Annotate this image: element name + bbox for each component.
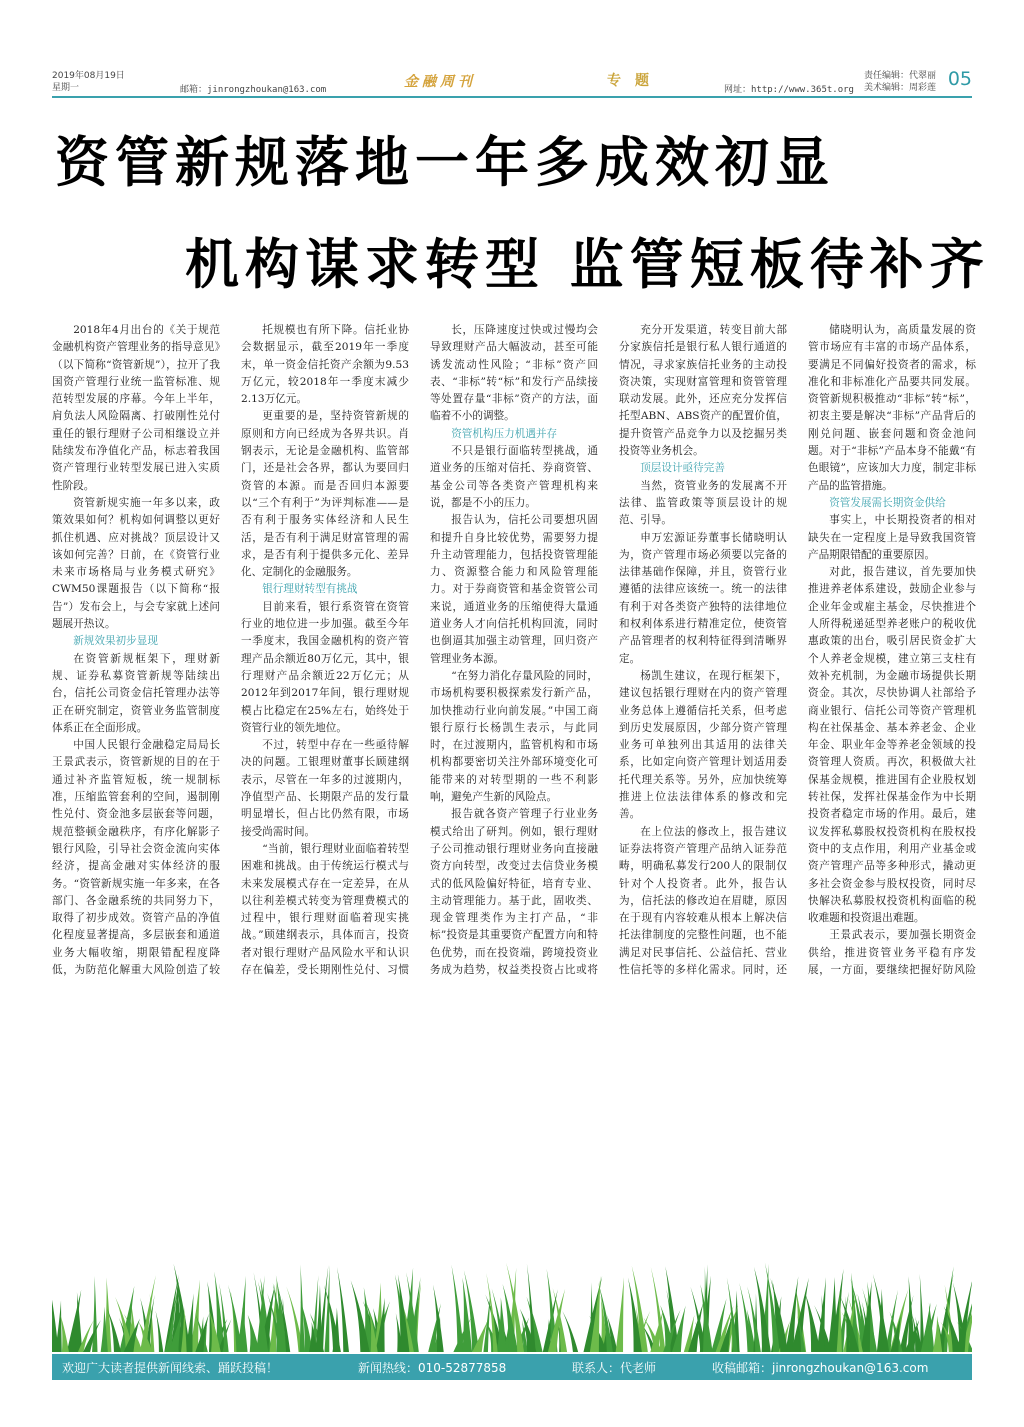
issue-date: 2019年08月19日 — [52, 71, 125, 81]
masthead-bar — [52, 70, 972, 96]
article-paragraph: 中国人民银行金融稳定局局长王景武表示，资管新规的目的在于通过补齐监管短板，统一规制标准，压缩监管套利的空间，遏制刚性兑付、资金池多层嵌套等问题，规范整顿金融秩序，有序化解影子银行风险，引导社会资金流向实体经济，提高金融对实体经济的服务。“资管新规实施一年多来，在各部门、各金融系统的共同努力下，取得了初步成效。资管产品的净值化程度显著提高，多层嵌套和通道业务大幅收缩，期限错配程度降低，为防范化解重大风险创造了较 — [52, 739, 220, 976]
footer-submission-email: 收稿邮箱：jinrongzhoukan@163.com — [712, 1361, 929, 1375]
section-heading: 资管机构压力机遇并存 — [451, 427, 558, 440]
art-editor: 美术编辑：周彩莲 — [864, 83, 937, 93]
editors-block — [864, 70, 936, 94]
grass-decoration — [52, 1260, 972, 1352]
grass-blade — [52, 1293, 59, 1352]
article-paragraph: 更重要的是，坚持资管新规的原则和方向已经成为各界共识。肖钢表示，无论是金融机构、监管部门，还是社会各界，都认为要回归资管的本源。而是否回归本源要以“三个有利于”为评判标准——是否有利于服务实体经济和人民生活，是否有利于满足财富管理的需求，是否有利于提供多元化、差异化、定制化的金融服务。 — [241, 410, 409, 579]
article-column-3 — [430, 322, 598, 980]
article-paragraph: “当前，银行理财业面临着转型困难和挑战。由于传统运行模式与未来发展模式存在一定差异，在从以往利差模式转变为管理费模式的过程中，银行理财面临着现实挑战。”顾建纲表示，具体而言，投资者对银行理财产品风险水平和认识存在偏差，受长期刚性兑付、习惯 — [241, 842, 409, 976]
article-paragraph: 杨凯生建议，在现行框架下，建议包括银行理财在内的资产管理业务总体上遵循信托关系，但考虑到历史发展原因，少部分资产管理业务可单独列出其适用的法律关系，比如定向资产管理计划适用委托代理关系等。另外，应加快统筹推进上位法法律体系的修改和完善。 — [619, 669, 787, 821]
article-body — [52, 322, 978, 980]
section-heading: 顶层设计亟待完善 — [640, 462, 725, 475]
article-paragraph: 不过，转型中存在一些亟待解决的问题。工银理财董事长顾建纲表示，尽管在一年多的过渡期内，净值型产品、长期限产品的发行量明显增长，但占比仍然有限，市场接受尚需时间。 — [241, 739, 409, 838]
article-paragraph: 长，压降速度过快或过慢均会导致理财产品大幅波动，甚至可能诱发流动性风险；“非标”资产回表、“非标”转“标”和发行产品续接等处置存量“非标”资产的方法，面临着不小的调整。 — [430, 324, 598, 423]
article-paragraph: 报告认为，信托公司要想巩固和提升自身比较优势，需要努力提升主动管理能力，包括投资管理能力、资源整合能力和风险管理能力。对于券商资管和基金资管公司来说，通道业务的压缩使得大量通道业务人才向信托机构回流，同时也倒逼其加强主动管理，回归资产管理业务本源。 — [430, 514, 598, 665]
article-paragraph: “在努力消化存量风险的同时，市场机构要积极探索发行新产品，加快推动行业向前发展。”中国工商银行原行长杨凯生表示，与此同时，在过渡期内，监管机构和市场机构都要密切关注外部环境变化可能带来的对转型期的一些不利影响，避免产生新的风险点。 — [430, 669, 598, 804]
section-heading: 资管发展需长期资金供给 — [829, 496, 946, 509]
article-paragraph: 事实上，中长期投资者的相对缺失在一定程度上是导致我国资管产品期限错配的重要原因。 — [808, 514, 976, 561]
article-paragraph: 目前来看，银行系资管在资管行业的地位进一步加强。截至今年一季度末，我国金融机构的资产管理产品余额近80万亿元，其中，银行理财产品余额近22万亿元；从2012年到2017年间，银行理财规模占比稳定在25%左右，始终处于资管行业的领先地位。 — [241, 600, 409, 734]
article-paragraph: 2018年4月出台的《关于规范金融机构资产管理业务的指导意见》（以下简称“资管新规”），拉开了我国资产管理行业统一监管标准、规范转型发展的序幕。今年上半年，肩负法人风险隔离、打破刚性兑付重任的银行理财子公司相继设立并陆续发布净值化产品，标志着我国资产管理行业转型发展已进入实质性阶段。 — [52, 324, 220, 492]
issue-date-block — [52, 70, 125, 94]
article-paragraph: 王景武表示，要加强长期资金供给，推进资管业务平稳有序发展，一方面，要继续把握好防风险 — [808, 929, 976, 976]
article-column-1 — [52, 322, 220, 980]
header-website: 网址：http://www.365t.org — [724, 85, 854, 95]
issue-weekday: 星期一 — [52, 83, 80, 93]
article-paragraph: 在上位法的修改上，报告建议证券法将资产管理产品纳入证券范畴，明确私募发行200人的限制仅针对个人投资者。此外，报告认为，信托法的修改迫在眉睫，原因在于现有内容较难从根本上解决信托法律制度的完整性问题，也不能满足对民事信托、公益信托、营业性信托等的多样化需求。同时，还 — [619, 825, 787, 976]
paper-name: 金融周刊 — [404, 74, 476, 90]
headline: 资管新规落地一年多成效初显 — [55, 131, 835, 194]
header-email: 邮箱：jinrongzhoukan@163.com — [180, 85, 327, 95]
article-paragraph: 托规模也有所下降。信托业协会数据显示，截至2019年一季度末，单一资金信托资产余额为9.53万亿元，较2018年一季度末减少2.13万亿元。 — [241, 324, 409, 406]
section-heading: 银行理财转型有挑战 — [262, 583, 358, 596]
footer-hotline: 新闻热线：010-52877858 — [358, 1361, 507, 1375]
grass-blade — [300, 1264, 305, 1352]
article-paragraph: 储晓明认为，高质量发展的资管市场应有丰富的市场产品体系，要满足不同偏好投资者的需求，标准化和非标准化产品要共同发展。资管新规积极推动“非标”转“标”，初衷主要是解决“非标”产品背后的刚兑问题、嵌套问题和资金池问题。对于“非标”产品本身不能戴“有色眼镜”，应该加大力度，制定非标产品的监管措施。 — [808, 324, 976, 492]
section-heading: 新规效果初步显现 — [73, 635, 158, 648]
footer-contact: 联系人：代老师 — [572, 1361, 657, 1375]
footer-bar — [52, 1354, 972, 1380]
header-divider — [52, 96, 972, 98]
article-paragraph: 资管新规实施一年多以来，政策效果如何？机构如何调整以更好抓住机遇、应对挑战？顶层设计又该如何完善？日前，在《资管行业未来市场格局与业务模式研究》CWM50课题报告（以下简称“报告”）发布会上，与会专家就上述问题展开热议。 — [52, 496, 220, 631]
article-paragraph: 对此，报告建议，首先要加快推进养老体系建设，鼓励企业参与企业年金或雇主基金，尽快推进个人所得税递延型养老账户的税收优惠政策的出台，吸引居民资金扩大个人养老金规模，建立第三支柱有效补充机制，为金融市场提供长期资金。其次，尽快协调人社部给予商业银行、信托公司等资产管理机构在社保基金、基本养老金、企业年金、职业年金等养老金领域的投资管理人资质。再次，积极做大社保基金规模，推进国有企业股权划转社保，发挥社保基金作为中长期投资者稳定市场的作用。最后，建议发挥私募股权投资机构在股权投资中的支点作用，利用产业基金或资产管理产品等多种形式，撬动更多社会资金参与股权投资，同时尽快解决私募股权投资机构面临的税收难题和投资退出难题。 — [808, 566, 976, 925]
subheadline: 机构谋求转型 监管短板待补齐 — [185, 233, 990, 296]
article-paragraph: 当然，资管业务的发展离不开法律、监管政策等顶层设计的规范、引导。 — [619, 479, 787, 527]
article-paragraph: 在资管新规框架下，理财新规、证券私募资管新规等陆续出台，信托公司资金信托管理办法等正在研究制定，资管业务监管制度体系正在全面形成。 — [52, 652, 220, 734]
grass-blade — [616, 1277, 624, 1352]
grass-blade — [156, 1311, 164, 1352]
article-paragraph: 申万宏源证券董事长储晓明认为，资产管理市场必须要以完备的法律基础作保障，并且，资管行业遵循的法律应该统一。统一的法律有利于对各类资产独特的法律地位和权利体系进行精准定位，使资管产品管理者的权利特征得到清晰界定。 — [619, 531, 787, 665]
article-column-5 — [808, 322, 976, 980]
footer-slogan: 欢迎广大读者提供新闻线索、踊跃投稿！ — [62, 1361, 279, 1375]
editor-in-charge: 责任编辑：代翠丽 — [864, 71, 937, 81]
article-paragraph: 充分开发渠道，转变目前大部分家族信托是银行私人银行通道的情况，寻求家族信托业务的主动投资决策，实现财富管理和资管管理联动发展。此外，还应充分发挥信托型ABN、ABS资产的配置价值，提升资管产品竞争力以及挖掘另类投资等业务机会。 — [619, 324, 787, 458]
article-paragraph: 不只是银行面临转型挑战，通道业务的压缩对信托、券商资管、基金公司等各类资产管理机构来说，都是不小的压力。 — [430, 445, 598, 509]
article-column-4 — [619, 322, 787, 980]
section-name: 专题 — [607, 73, 663, 89]
article-paragraph: 报告就各资产管理子行业业务模式给出了研判。例如，银行理财子公司推动银行理财业务向直接融资方向转型，改变过去信贷业务模式的低风险偏好特征，培育专业、主动管理能力。基于此，固收类、现金管理类作为主打产品，“非标”投资是其重要资产配置方向和特色优势，而在投资端，跨境投资业务成为趋势，权益类投资占比或将 — [430, 808, 598, 976]
page-number: 05 — [947, 68, 972, 90]
grass-blade — [248, 1315, 260, 1352]
article-column-2 — [241, 322, 409, 980]
grass-blade — [805, 1292, 821, 1352]
